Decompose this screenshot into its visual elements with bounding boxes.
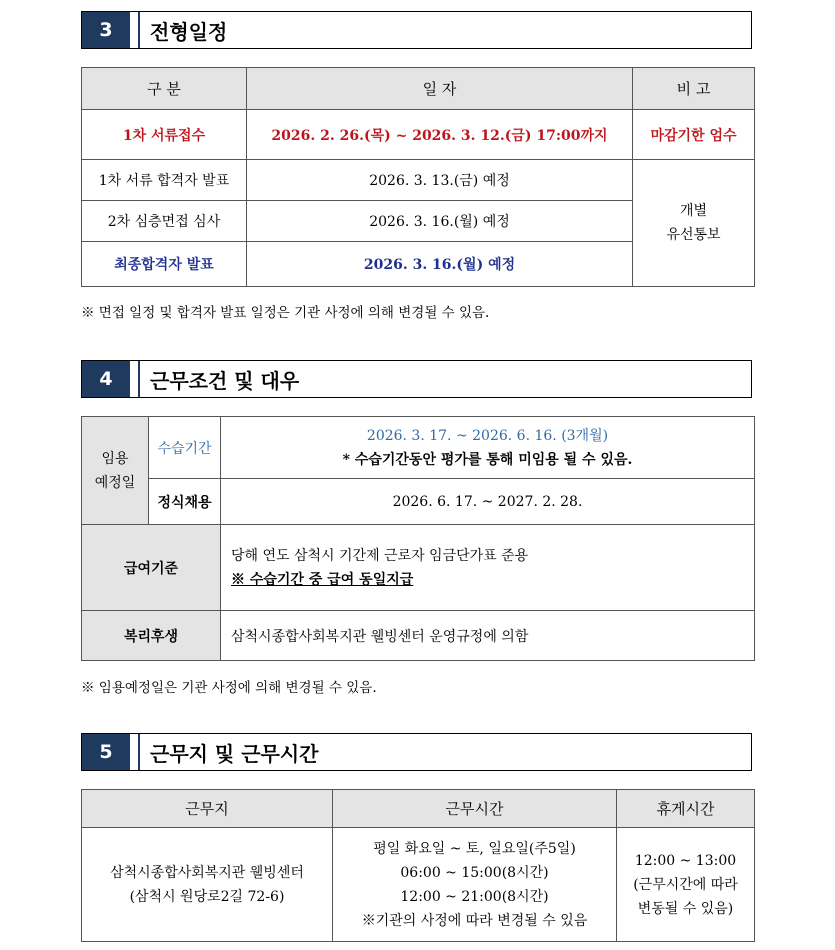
appointment-label: 임용 예정일: [82, 417, 149, 525]
salary-label: 급여기준: [82, 525, 221, 611]
section-5-header: [81, 733, 752, 771]
header-hours: 근무시간: [333, 790, 617, 828]
header-remark: 비 고: [633, 68, 755, 110]
table-row: [82, 828, 755, 942]
schedule-table: [81, 67, 755, 287]
row-date: 2026. 3. 13.(금) 예정: [247, 160, 633, 201]
workplace-name: 삼척시종합사회복지관 웰빙센터: [110, 864, 304, 881]
break-cell: 12:00 ~ 13:00 (근무시간에 따라 변동될 수 있음): [617, 828, 755, 942]
regular-label: 정식채용: [149, 479, 221, 525]
probation-note: * 수습기간동안 평가를 통해 미임용 될 수 있음.: [342, 451, 633, 468]
probation-period: 2026. 3. 17. ~ 2026. 6. 16. (3개월): [366, 427, 609, 444]
row-label: 2차 심층면접 심사: [82, 201, 247, 242]
header-workplace: 근무지: [82, 790, 333, 828]
welfare-label: 복리후생: [82, 611, 221, 661]
row-label: 1차 서류 합격자 발표: [82, 160, 247, 201]
regular-period: 2026. 6. 17. ~ 2027. 2. 28.: [221, 479, 755, 525]
row-remark: 마감기한 엄수: [633, 110, 755, 160]
table-row: [82, 110, 755, 160]
header-break: 휴게시간: [617, 790, 755, 828]
salary-note: ※ 수습기간 중 급여 동일지급: [231, 571, 414, 588]
conditions-table: [81, 416, 755, 661]
row-date: 2026. 2. 26.(목) ~ 2026. 3. 12.(금) 17:00까지: [247, 110, 633, 160]
section-4-header: [81, 360, 752, 398]
header-date: 일 자: [247, 68, 633, 110]
row-label: 1차 서류접수: [82, 110, 247, 160]
workplace-table: [81, 789, 755, 942]
row-label: 최종합격자 발표: [82, 242, 247, 287]
welfare-value: 삼척시종합사회복지관 웰빙센터 운영규정에 의함: [221, 611, 755, 661]
probation-cell: [221, 417, 755, 479]
row-remark-merged: 개별 유선통보: [633, 160, 755, 287]
workplace-address: (삼척시 원당로2길 72-6): [129, 888, 285, 905]
section-title: 근무조건 및 대우: [150, 368, 300, 393]
schedule-note: ※ 면접 일정 및 합격자 발표 일정은 기관 사정에 의해 변경될 수 있음.: [81, 305, 490, 321]
section-title: 근무지 및 근무시간: [150, 741, 319, 766]
row-date: 2026. 3. 16.(월) 예정: [247, 242, 633, 287]
workplace-cell: [82, 828, 333, 942]
section-number: 4: [82, 361, 130, 397]
row-date: 2026. 3. 16.(월) 예정: [247, 201, 633, 242]
header-category: 구 분: [82, 68, 247, 110]
hours-cell: 평일 화요일 ~ 토, 일요일(주5일) 06:00 ~ 15:00(8시간) 12:00 ~ 21:00(8시간) ※기관의 사정에 따라 변경될 수 있음: [333, 828, 617, 942]
probation-label: 수습기간: [149, 417, 221, 479]
salary-cell: [221, 525, 755, 611]
section-title: 전형일정: [150, 19, 228, 44]
appointment-note: ※ 임용예정일은 기관 사정에 의해 변경될 수 있음.: [81, 680, 377, 696]
section-number: 3: [82, 12, 130, 48]
salary-value: 당해 연도 삼척시 기간제 근로자 임금단가표 준용: [231, 547, 529, 564]
section-3-header: [81, 11, 752, 49]
table-row: [82, 160, 755, 201]
section-number: 5: [82, 734, 130, 770]
